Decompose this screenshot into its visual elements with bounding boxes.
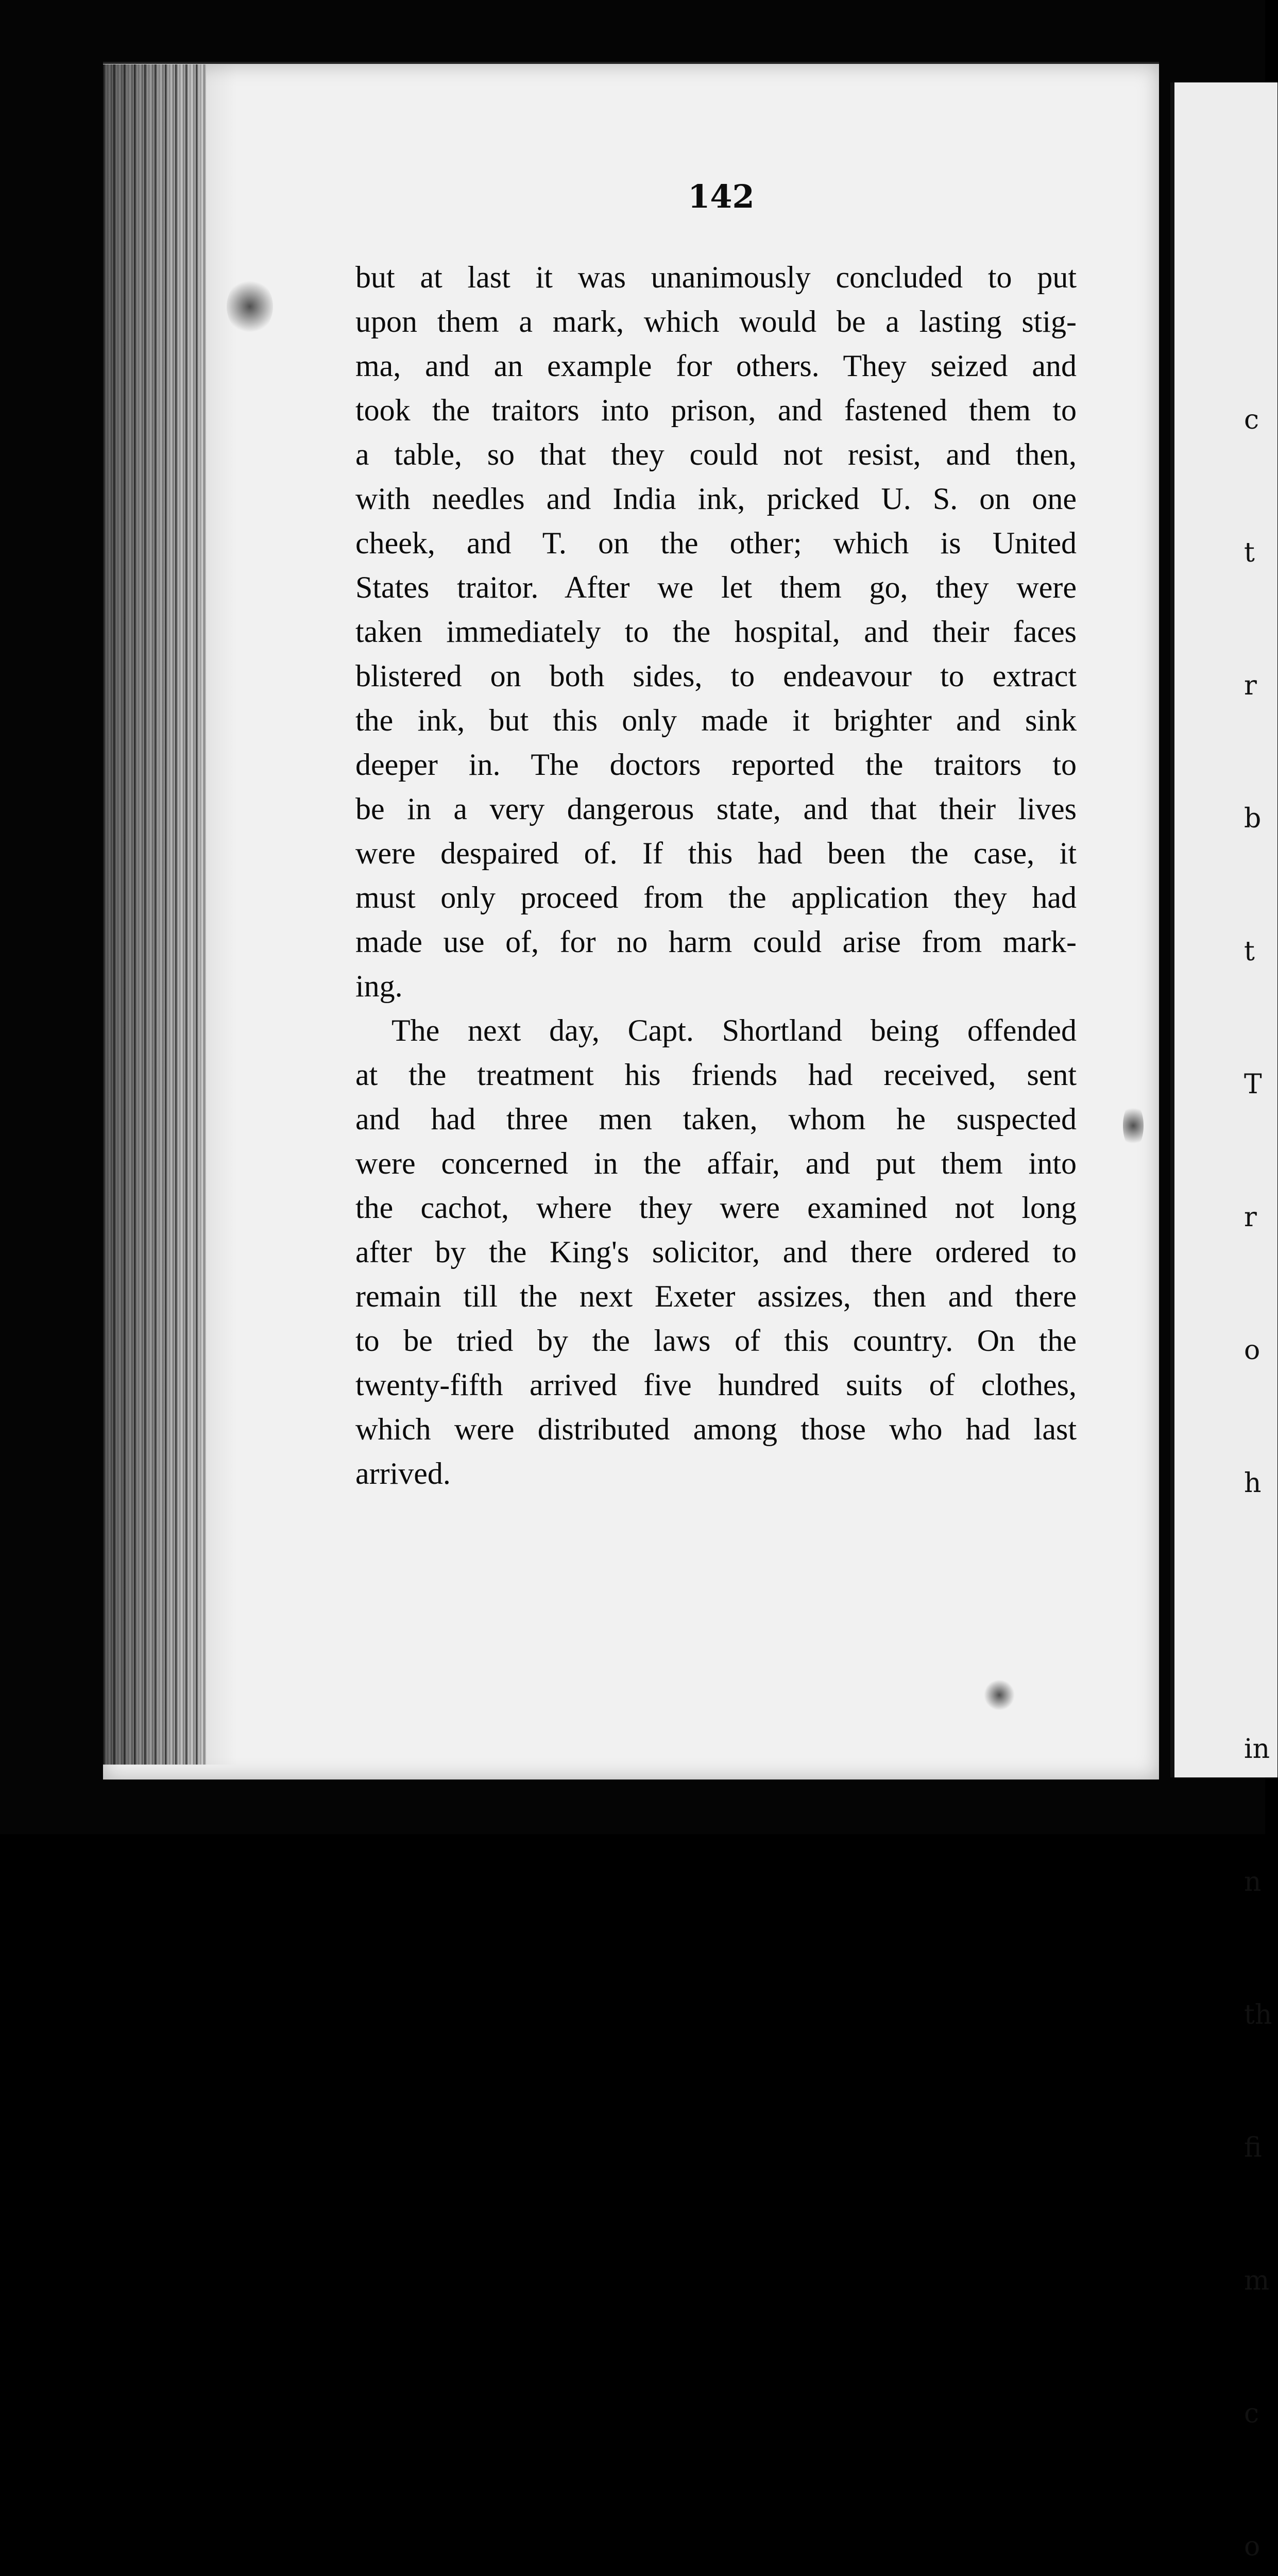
text-line: were concerned in the affair, and put them into [355, 1146, 1077, 1180]
facing-fragment: h [1244, 1468, 1262, 1499]
text-line: deeper in. The doctors reported the traitors to [355, 748, 1077, 782]
text-line: remain till the next Exeter assizes, then and there [355, 1279, 1077, 1313]
facing-fragment: o [1244, 1335, 1260, 1366]
text-line: The next day, Capt. Shortland being offended [391, 1013, 1077, 1047]
facing-fragment: o [1244, 2531, 1260, 2562]
text-line: at the treatment his friends had received, sent [355, 1058, 1077, 1092]
text-line: cheek, and T. on the other; which is United [355, 526, 1077, 560]
text-line: took the traitors into prison, and fastened them to [355, 393, 1077, 427]
facing-fragment: c [1244, 404, 1259, 435]
text-line: were despaired of. If this had been the case, it [355, 836, 1077, 870]
facing-fragment: T [1244, 1069, 1262, 1100]
text-line: the ink, but this only made it brighter and sink [355, 703, 1077, 737]
text-line: which were distributed among those who had last [355, 1412, 1077, 1446]
ink-smudge [227, 278, 273, 335]
facing-fragment: th [1244, 1999, 1272, 2030]
facing-fragment: in [1244, 1734, 1270, 1765]
ink-smudge [984, 1680, 1015, 1710]
facing-fragment: n [1244, 1867, 1262, 1897]
text-line: with needles and India ink, pricked U. S. on one [355, 482, 1077, 516]
text-line: ma, and an example for others. They seized and [355, 349, 1077, 383]
text-line: to be tried by the laws of this country. On the [355, 1324, 1077, 1358]
text-line: be in a very dangerous state, and that their lives [355, 792, 1077, 826]
text-line: must only proceed from the application they had [355, 880, 1077, 914]
text-line: taken immediately to the hospital, and their faces [355, 615, 1077, 649]
text-line: blistered on both sides, to endeavour to extract [355, 659, 1077, 693]
facing-fragment: b [1244, 803, 1262, 834]
body-text [355, 255, 1077, 1496]
text-line: made use of, for no harm could arise from mark- [355, 925, 1077, 959]
text-line: and had three men taken, whom he suspected [355, 1102, 1077, 1136]
facing-fragment: fi [1244, 2132, 1262, 2163]
text-line: arrived. [355, 1456, 451, 1490]
fore-edge-shadow [103, 64, 237, 1765]
text-line: a table, so that they could not resist, and then, [355, 437, 1077, 471]
facing-fragment [1244, 1594, 1275, 1638]
page-number: 142 [688, 178, 755, 215]
text-line: ing. [355, 969, 403, 1003]
facing-fragment: r [1244, 670, 1257, 701]
facing-fragment: r [1244, 1202, 1257, 1233]
text-line: the cachot, where they were examined not long [355, 1191, 1077, 1225]
text-line: but at last it was unanimously concluded to put [355, 260, 1077, 294]
text-line: upon them a mark, which would be a lasting stig- [355, 304, 1077, 338]
facing-fragment: m [1244, 2265, 1270, 2296]
facing-fragment: t [1244, 537, 1255, 568]
text-line: after by the King's solicitor, and there ordered to [355, 1235, 1077, 1269]
facing-fragment: c [1244, 2398, 1259, 2429]
facing-fragment: t [1244, 936, 1255, 967]
text-line: twenty-fifth arrived five hundred suits of clothes, [355, 1368, 1077, 1402]
facing-page-text [1244, 309, 1275, 2576]
text-line: States traitor. After we let them go, they were [355, 570, 1077, 604]
ink-smudge [1123, 1103, 1144, 1149]
